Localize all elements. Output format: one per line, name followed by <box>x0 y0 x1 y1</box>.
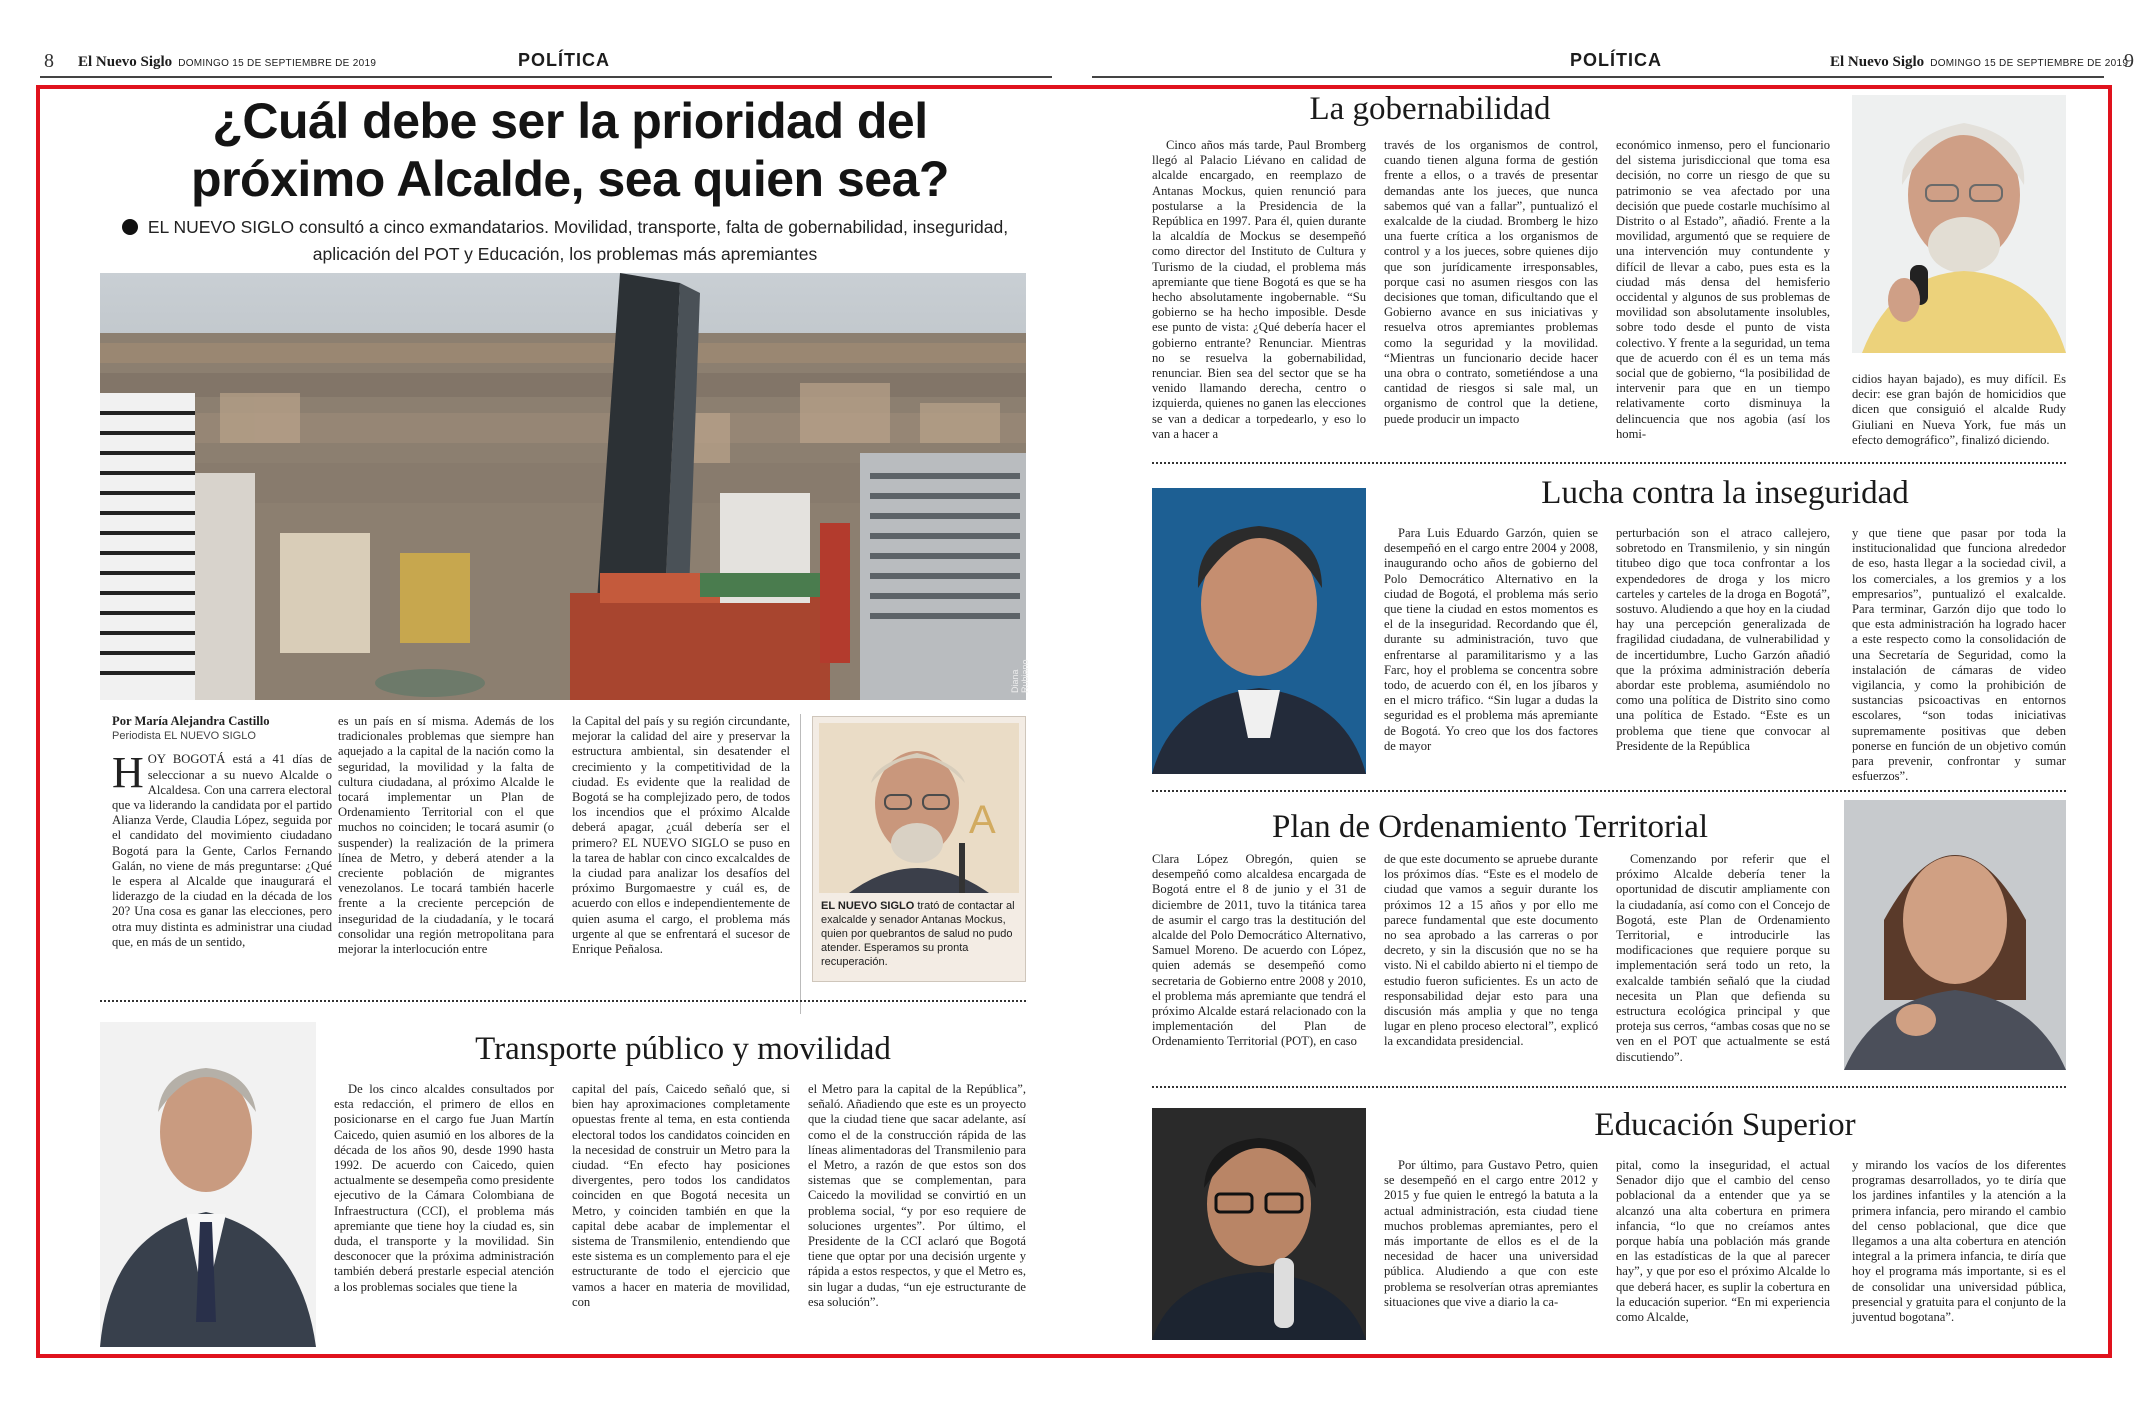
lopez-portrait-illustration <box>1844 800 2066 1070</box>
petro-portrait <box>1152 1108 1366 1340</box>
gobernabilidad-title: La gobernabilidad <box>1309 91 1551 127</box>
educacion-col2-text: pital, como la inseguridad, el actual Senador dijo que el cambio del censo poblacional da a entender que ya se alcanzó una alta cobertura en primera infancia, “lo que no creíamos antes porque había una población más grande en las estadísticas de la que al parecer hay”, y que por eso el próximo Alcalde lo que deberá hacer, es suplir la cobertura en la educación superior. “En mi experiencia como Alcalde, <box>1616 1158 1830 1325</box>
section-divider <box>1152 790 2066 792</box>
pot-col3-text: Comenzando por referir que el próximo Alcalde debería tener la oportunidad de discutir ampliamente con la ciudadanía, así como con el Concejo de Bogotá, este Plan de Ordenamiento Territorial, e introducirle las modificaciones que requiere porque su implementación será todo un reto, la exalcalde también señaló que la ciudad necesita un Plan que defienda su estructura ecológica principal y que proteja sus cerros, “ambas cosas que no se ven en el POT que actualmente se está discutiendo”. <box>1616 852 1830 1064</box>
bromberg-portrait <box>1852 95 2066 353</box>
byline: Por María Alejandra Castillo <box>112 714 270 728</box>
section-divider <box>1152 1086 2066 1088</box>
caption-lead: EL NUEVO SIGLO <box>821 900 915 912</box>
inseguridad-col2-text: perturbación son el atraco callejero, sobretodo en Transmilenio, y sin ningún titubeo digo que toca confrontar a los expendedores de droga y los micro carteles y carteles de la droga en Bogotá”, sostuvo. Aludiendo a que hoy en la ciudad hay una percepción generalizada de fragilidad ciudadana, de vulnerabilidad y de incertidumbre, Lucho Garzón añadió que la próxima administración debería abordar este problema, asumiéndolo no como una política de Distrito sino como una política de Estado. “Este es un problema que tiene que convocar al Presidente de la República <box>1616 526 1830 753</box>
bogota-aerial-photo <box>100 273 1030 700</box>
gobernabilidad-column-4 <box>1852 372 2066 454</box>
main-subhead <box>100 214 1030 268</box>
issue-date: DOMINGO 15 DE SEPTIEMBRE DE 2019 <box>178 58 377 69</box>
pot-column-3 <box>1616 852 1830 1074</box>
garzon-portrait <box>1152 488 1366 774</box>
pot-col2-text: de que este documento se apruebe durante los próximos días. “Este es el modelo de ciudad que vamos a seguir durante los próximos 12 a 15 años y por ello me parece fundamental que este documento no sea aprobado a las carreras o por decreto, y sin la discusión que no se ha visto. Ni el cabildo abierto ni el tiempo de estudio fueron suficientes. Es un acto de responsabilidad dejar esto para una discusión más amplia y que no tenga lugar en pleno proceso electoral”, explicó la excandidata presidencial. <box>1384 852 1598 1049</box>
right-section-name: POLÍTICA <box>1570 50 1662 70</box>
left-page-number: 8 <box>44 50 54 72</box>
garzon-portrait-illustration <box>1152 488 1366 774</box>
educacion-col3-text: y mirando los vacíos de los diferentes programas desarrollados, yo te diría que los jardines infantiles y la atención a la primera infancia, pero mirando el cambio del censo poblacional, que dice que llegamos a una alta cobertura en atención integral a la primera infancia, te diría que hoy el programa más importante, si es el de consolidar una universidad pública, presencial y gratuita para el conjunto de la juventud bogotana”. <box>1852 1158 2066 1325</box>
subhead-text: EL NUEVO SIGLO consultó a cinco exmandatarios. Movilidad, transporte, falta de gobernabilidad, inseguridad, aplicación del POT y Educación, los problemas más apremiantes <box>147 217 1009 264</box>
inseguridad-col3-text: y que tiene que pasar por toda la institucionalidad que funciona alrededor de eso, hasta llegar a la sociedad civil, a los comerciales, a los gremios y a los empresarios”, puntualizó el exalcalde. Para terminar, Garzón dijo que todo lo que esta administración ha logrado hacer a este respecto como la consolidación de una Secretaría de Seguridad, como la instalación de cámaras de video vigilancia, y como la prohibición de sustancias psicoactivas en entornos escolares, “son todas iniciativas supremamente positivas que deben ponerse en función de un objetivo común para prevenir, confrontar y sumar esfuerzos”. <box>1852 526 2066 784</box>
paper-name: El Nuevo Siglo <box>78 54 173 70</box>
inseguridad-column-1 <box>1384 526 1598 778</box>
inseguridad-column-2 <box>1616 526 1830 778</box>
gobernabilidad-col2-text: través de los organismos de control, cuando tienen alguna forma de gestión frente a ellos, o a través de presentar demandas ante los jueces, que nunca sabemos qué van a fallar”, puntualizó el exalcalde de la ciudad. Bromberg le hizo una fuerte crítica a los organismos de control y a los jueces, sobre quienes dijo que son jurídicamente irresponsables, porque casi no asumen riesgos con las decisiones que toman, dificultando que el Gobierno avance en sus iniciativas y resuelva otros apremiantes problemas como la seguridad y la movilidad. “Mientras un funcionario decide hacer una obra o contrato, sometiéndose a una cantidad de riesgos si sale mal, un organismo de control que la detiene, puede producir un impacto <box>1384 138 1598 426</box>
column-divider <box>800 714 801 1014</box>
drop-cap: H <box>112 748 144 798</box>
caicedo-portrait <box>100 1022 316 1347</box>
petro-portrait-illustration <box>1152 1108 1366 1340</box>
section-divider <box>100 1000 1026 1002</box>
main-article-column-2 <box>338 714 554 1019</box>
pot-column-2 <box>1384 852 1598 1074</box>
educacion-title: Educación Superior <box>1594 1107 1856 1143</box>
transporte-col3-text: el Metro para la capital de la República”, señaló. Añadiendo que este es un proyecto que la ciudad tiene que sacar adelante, así como el de la construcción rápida de las líneas alimentadoras del Transmilenio para el Metro, a razón de que estos son dos sistemas que se complementan, para Caicedo la movilidad se convirtió en un problema social, “y por eso requiere de soluciones urgentes”. Por último, el Presidente de la CCI aclaró que Bogotá tiene que optar por una decisión urgente y rápida a estos respectos, y que el Metro es, sin lugar a dudas, “un eje estructurante de esa solución”. <box>808 1082 1026 1309</box>
bromberg-portrait-illustration <box>1852 95 2066 353</box>
pot-col1-text: Clara López Obregón, quien se desempeñó como alcaldesa encargada de Bogotá entre el 8 de junio y el 31 de diciembre de 2011, tuvo la titánica tarea de asumir el cargo tras la destitución del alcalde del Polo Democrático Alternativo, Samuel Moreno. De acuerdo con López, quien además se desempeñó como secretaria de Gobierno entre 2008 y 2010, el problema más apremiante que tendrá el próximo Alcalde estará relacionado con la implementación del Plan de Ordenamiento Territorial (POT), en caso <box>1152 852 1366 1049</box>
transporte-column-3 <box>808 1082 1026 1352</box>
issue-date: DOMINGO 15 DE SEPTIEMBRE DE 2019 <box>1930 58 2129 69</box>
inseguridad-col1-text: Para Luis Eduardo Garzón, quien se desempeñó en el cargo entre 2004 y 2008, inaugurando ocho años de gobierno del Polo Democrático Alternativo en la ciudad de Bogotá, el problema más serio que tiene la ciudad en estos momentos es el de la inseguridad. Recordando que él, durante su administración, tuvo que enfrentarse al paramilitarismo y a las Farc, hoy el problema se concentra sobre todo, de acuerdo con él, en los jíbaros y en el micro tráfico. “Sin lugar a dudas la seguridad es el problema más apremiante de Bogotá. Yo creo que los dos factores de mayor <box>1384 526 1598 753</box>
right-header-rule <box>1092 76 2104 78</box>
transporte-title: Transporte público y movilidad <box>475 1031 891 1067</box>
caicedo-portrait-illustration <box>100 1022 316 1347</box>
inseguridad-title: Lucha contra la inseguridad <box>1541 475 1909 511</box>
inseguridad-column-3 <box>1852 526 2066 784</box>
paper-name: El Nuevo Siglo <box>1830 54 1925 70</box>
lopez-portrait <box>1844 800 2066 1070</box>
left-section-name: POLÍTICA <box>518 50 610 70</box>
photo-credit: Diana Rubiano <box>1010 659 1030 693</box>
educacion-column-2 <box>1616 1158 1830 1348</box>
main-article-column-3 <box>572 714 790 1019</box>
gobernabilidad-column-2 <box>1384 138 1598 453</box>
mockus-portrait <box>819 723 1019 893</box>
pot-title: Plan de Ordenamiento Territorial <box>1271 809 1709 845</box>
gobernabilidad-col3-text: económico inmenso, pero el funcionario del sistema jurisdiccional que toma esa decisión, no corre un riesgo de que su patrimonio se vea afectado por una decisión que puede costarle muchísimo al Distrito o al Estado”, añadió. Frente a la movilidad, argumentó que se requiere de una intervención muy contundente y difícil de llevar a cabo, pues esta es la ciudad más densa del hemisferio occidental y algunos de sus problemas de movilidad son absolutamente insolubles, sobre todo desde el punto de vista colectivo. Y frente a la seguridad, un tema que de acuerdo con él es un tema más social que de gobierno, “la posibilidad de intervenir para que en un tiempo relativamente corto disminuya la delincuencia que nos agobia (así los homi- <box>1616 138 1830 441</box>
main-article-column-1 <box>112 714 332 1019</box>
educacion-col1-text: Por último, para Gustavo Petro, quien se desempeñó en el cargo entre 2012 y 2015 y fue quien le entregó la batuta a la actual administración, esta ciudad tiene muchos problemas apremiantes, pero el más importante de ellos es el de la necesidad de hacer una universidad pública. Aludiendo a que con este problema se resolverían otras apremiantes situaciones que vive a diario la ca- <box>1384 1158 1598 1309</box>
main-headline: ¿Cuál debe ser la prioridad del próximo Alcalde, sea quien sea? <box>191 93 949 207</box>
city-skyline-illustration <box>100 273 1026 700</box>
mockus-portrait-illustration <box>819 723 1019 893</box>
right-masthead <box>1830 54 2128 71</box>
main-col3-text: la Capital del país y su región circundante, mejorar la calidad del aire y preservar la estructura ambiental, sin desatender el crecimiento y la competitividad de la ciudad. Es evidente que la realidad de Bogotá se ha complejizado pero, de todos los incendios que el próximo Alcalde deberá apagar, ¿cuál debería ser el primero? EL NUEVO SIGLO se puso en la tarea de hablar con cinco excalcaldes de la ciudad para analizar los desafíos del próximo Burgomaestre y cuál es, de acuerdo con ellos e independientemente de quien asuma el cargo, el problema más urgente al que se enfrentará el sucesor de Enrique Peñalosa. <box>572 714 790 957</box>
gobernabilidad-column-3 <box>1616 138 1830 453</box>
transporte-col2-text: capital del país, Caicedo señaló que, si bien hay aproximaciones completamente opuestas frente al tema, en esta contienda electoral todos los candidatos coinciden en la necesidad de construir un Metro para la ciudad. “En efecto hay posiciones divergentes, pero todos los candidatos coinciden en que Bogotá necesita un Metro, y coinciden también en que la capital debe acabar de implementar el sistema de Transmilenio, entendiendo que este sistema es un complemento para el eje estructurante de todo el ejercicio que vamos a hacer en materia de movilidad, con <box>572 1082 790 1309</box>
gobernabilidad-col4-text: cidios hayan bajado), es muy difícil. Es decir: ese gran bajón de homicidios que dicen que consiguió el alcalde Rudy Giuliani en Nueva York, fue más un efecto demográfico”, finalizó diciendo. <box>1852 372 2066 447</box>
educacion-column-1 <box>1384 1158 1598 1348</box>
left-header-rule <box>40 76 1052 78</box>
gobernabilidad-col1-text: Cinco años más tarde, Paul Bromberg llegó al Palacio Liévano en calidad de alcalde encargado, en reemplazo de Antanas Mockus, quien renunció para postularse a la Presidencia de la República en 1997. Para él, quien durante la alcaldía de Mockus se desempeñó como director del Instituto de Cultura y Turismo de la ciudad, el problema más apremiante que tiene Bogotá es que se ha hecho absolutamente ingobernable. “Su gobierno se ha hecho imposible. Desde ese punto de vista: ¿Qué debería hacer el gobierno entrante? Renunciar. Mientras no se resuelva la gobernabilidad, renunciar. Bien sea del sector que se ha venido llamando derecha, centro o izquierda, quienes no ganen las elecciones se van a dedicar a torpedearlo, y eso lo van a hacer a <box>1152 138 1366 441</box>
byline-role: Periodista EL NUEVO SIGLO <box>112 730 256 743</box>
transporte-column-1 <box>334 1082 554 1352</box>
right-page-number: 9 <box>2124 50 2134 72</box>
mockus-caption-box <box>812 716 1026 982</box>
transporte-col1-text: De los cinco alcaldes consultados por esta redacción, el primero de ellos en posicionarse en el cargo fue Juan Martín Caicedo, quien asumió en los albores de la década de los años 90, desde 1990 hasta 1992. De acuerdo con Caicedo, quien actualmente se desempeña como presidente ejecutivo de la Cámara Colombiana de Infraestructura (CCI), el problema más apremiante que tiene hoy la ciudad es, sin duda, el transporte y la movilidad. Sin desconocer que la próxima administración también deberá prestarle especial atención a los problemas sociales que tiene la <box>334 1082 554 1294</box>
educacion-column-3 <box>1852 1158 2066 1348</box>
main-col2-text: es un país en sí misma. Además de los tradicionales problemas que siempre han aquejado a la capital de la nación como la seguridad, la movilidad y la falta de cultura ciudadana, al próximo Alcalde le tocará implementar un Plan de Ordenamiento Territorial con el que muchos no coinciden; le tocará asumir (o suspender) la realización de la primera línea de Metro, y deberá atender a la creciente población de migrantes venezolanos. Le tocará también hacerle frente a la creciente percepción de inseguridad de la ciudadanía, y le tocará consolidar una región metropolitana para mejorar la interlocución entre <box>338 714 554 957</box>
svg-text:A: A <box>969 798 996 842</box>
transporte-column-2 <box>572 1082 790 1352</box>
main-col1-text: OY BOGOTÁ está a 41 días de seleccionar a su nuevo Alcalde o Alcaldesa. Con una carrera electoral que va liderando la candidata por el partido Alianza Verde, Claudia López, seguida por el candidato del movimiento ciudadano Bogotá para la Gente, Carlos Fernando Galán, no viene de más preguntarse: ¿Qué le espera al Alcalde que inaugurará el liderazgo de la ciudad en la década de los 20? Una cosa es ganar las elecciones, pero otra muy distinta es administrar una ciudad que, en más de un sentido, <box>112 752 332 949</box>
gobernabilidad-column-1 <box>1152 138 1366 453</box>
caption-body: trató de contactar al exalcalde y senador Antanas Mockus, quien por quebrantos de salud no pudo atender. Esperamos su pronta recuperación. <box>821 900 1015 968</box>
pot-column-1 <box>1152 852 1366 1074</box>
bullet-dot-icon <box>122 219 138 235</box>
section-divider <box>1152 462 2066 464</box>
mockus-caption <box>821 899 1017 969</box>
left-masthead <box>78 54 376 71</box>
